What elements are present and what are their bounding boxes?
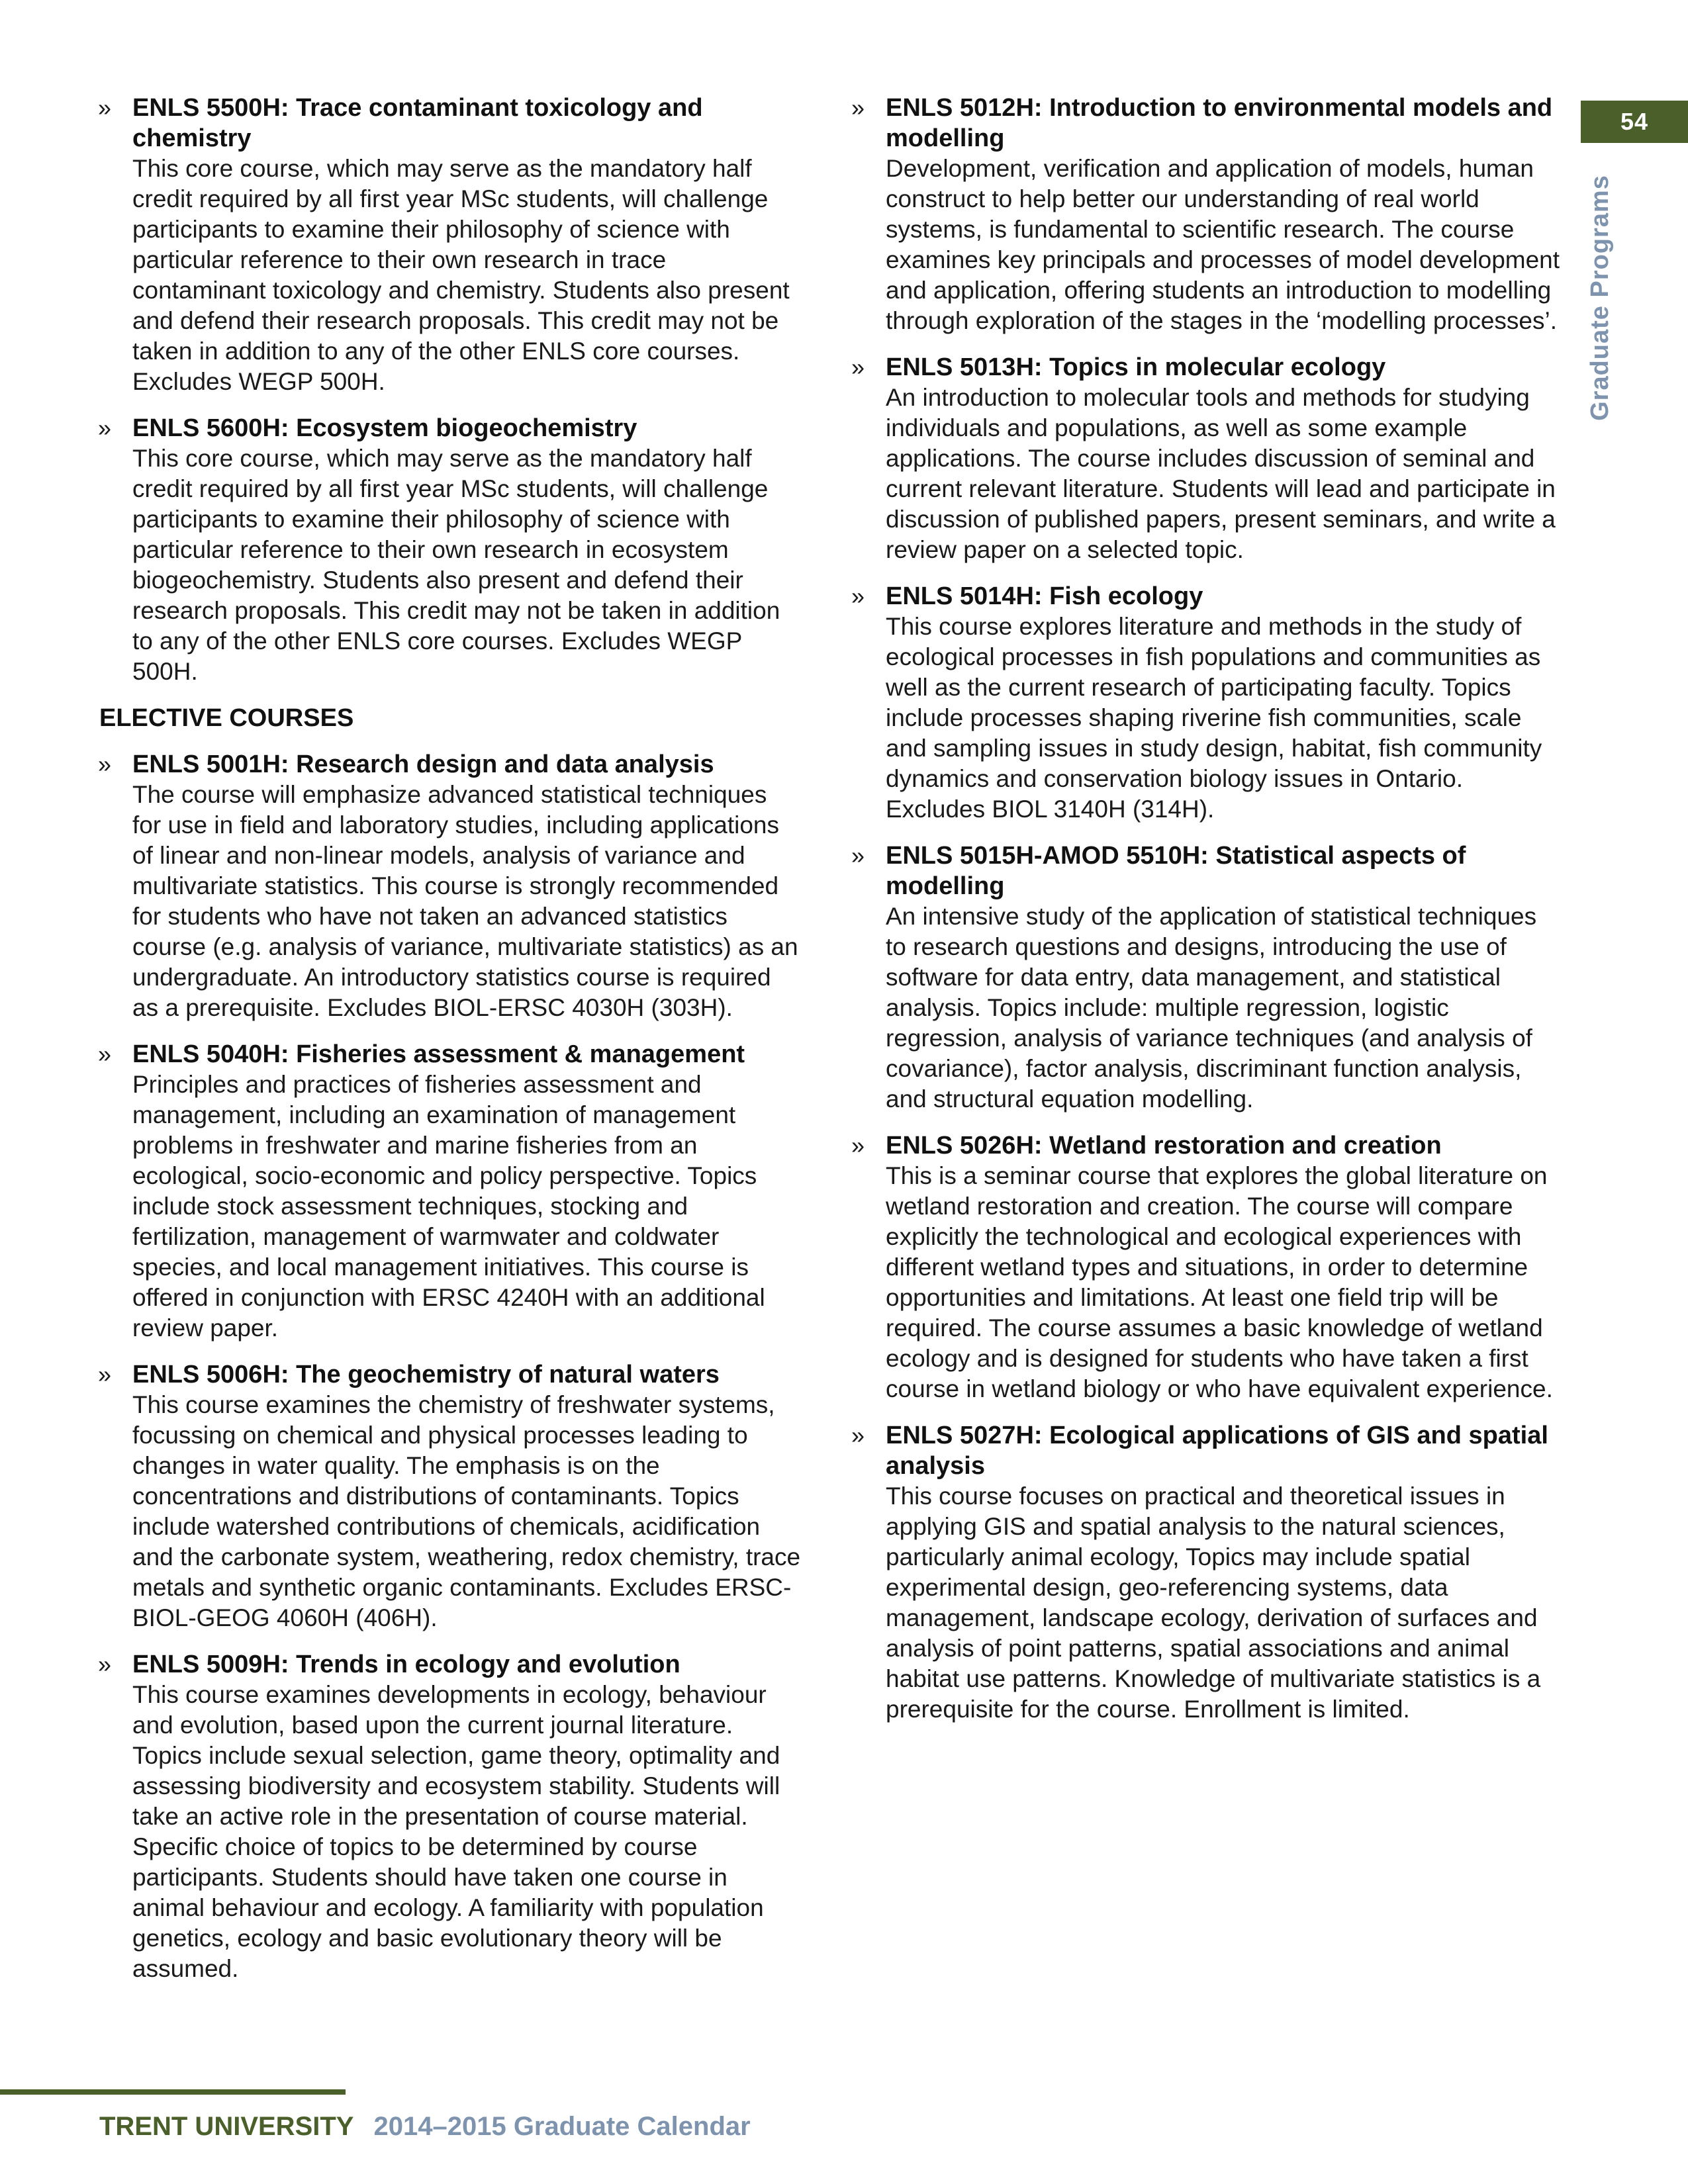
left-column	[93, 93, 801, 2000]
footer-calendar: 2014–2015 Graduate Calendar	[373, 2112, 751, 2141]
course-title: ENLS 5600H: Ecosystem biogeochemistry	[132, 414, 637, 442]
right-column	[846, 93, 1561, 1741]
course-title: ENLS 5026H: Wetland restoration and creation	[886, 1132, 1442, 1160]
bullet-marker: »	[851, 353, 865, 381]
course-title: ENLS 5014H: Fish ecology	[886, 582, 1203, 610]
bullet-marker: »	[98, 1651, 112, 1678]
bullet-marker: »	[98, 414, 112, 441]
side-label-container	[1577, 159, 1623, 437]
bullet-marker: »	[851, 842, 865, 869]
side-label: Graduate Programs	[1586, 175, 1614, 421]
course-description: This core course, which may serve as the mandatory half credit required by all first year MSc students, will challenge participants to examine their philosophy of science with particular reference to their own research in trace contaminant toxicology and chemistry. Students also present and defend their research proposals. This credit may not be taken in addition to any of the other ENLS core courses. Excludes WEGP 500H.	[132, 155, 790, 395]
course-entry	[846, 841, 1561, 1115]
footer-rule	[0, 2089, 346, 2095]
course-title: ENLS 5013H: Topics in molecular ecology	[886, 353, 1386, 381]
course-title: ENLS 5015H-AMOD 5510H: Statistical aspects of modelling	[886, 842, 1466, 900]
bullet-marker: »	[98, 1040, 112, 1068]
bullet-marker: »	[851, 1422, 865, 1449]
course-entry	[93, 413, 801, 687]
bullet-marker: »	[98, 1361, 112, 1388]
bullet-marker: »	[851, 94, 865, 121]
course-description: Principles and practices of fisheries assessment and management, including an examination of management problems in freshwater and marine fisheries from an ecological, socio-economic and policy perspective. Topics include stock assessment techniques, stocking and fertilization, management of warmwater and coldwater species, and local management initiatives. This course is offered in conjunction with ERSC 4240H with an additional review paper.	[132, 1071, 765, 1342]
course-description: This course explores literature and methods in the study of ecological processes in fish populations and communities as well as the current research of participating faculty. Topics include processes shaping riverine fish communities, scale and sampling issues in study design, habitat, fish community dynamics and conservation biology issues in Ontario. Excludes BIOL 3140H (314H).	[886, 613, 1542, 823]
course-description: This course examines the chemistry of freshwater systems, focussing on chemical and physical processes leading to changes in water quality. The emphasis is on the concentrations and distributions of contaminants. Topics include watershed contributions of chemicals, acidification and the carbonate system, weathering, redox chemistry, trace metals and synthetic organic contaminants. Excludes ERSC-BIOL-GEOG 4060H (406H).	[132, 1391, 801, 1631]
course-description: Development, verification and application of models, human construct to help better our understanding of real world systems, is fundamental to scientific research. The course examines key principals and processes of model development and application, offering students an introduction to modelling through exploration of the stages in the ‘modelling processes’.	[886, 155, 1560, 334]
course-description: An introduction to molecular tools and methods for studying individuals and populations, as well as some example applications. The course includes discussion of seminal and current relevant literature. Students will lead and participate in discussion of published papers, present seminars, and write a review paper on a selected topic.	[886, 384, 1556, 563]
course-entry	[93, 1359, 801, 1633]
course-entry	[846, 581, 1561, 825]
course-title: ENLS 5012H: Introduction to environmental models and modelling	[886, 94, 1553, 152]
course-entry	[846, 1130, 1561, 1404]
course-entry	[93, 1039, 801, 1343]
elective-courses-heading: ELECTIVE COURSES	[99, 704, 354, 732]
course-description: This course focuses on practical and theoretical issues in applying GIS and spatial analysis to the natural sciences, particularly animal ecology, Topics may include spatial experimental design, geo-referencing systems, data management, landscape ecology, derivation of surfaces and analysis of point patterns, spatial associations and animal habitat use patterns. Knowledge of multivariate statistics is a prerequisite for the course. Enrollment is limited.	[886, 1482, 1541, 1723]
course-title: ENLS 5027H: Ecological applications of GIS and spatial analysis	[886, 1422, 1548, 1480]
course-entry	[93, 93, 801, 397]
bullet-marker: »	[851, 1132, 865, 1159]
course-entry	[93, 1649, 801, 1984]
course-title: ENLS 5006H: The geochemistry of natural waters	[132, 1361, 720, 1388]
course-entry	[846, 1420, 1561, 1725]
bullet-marker: »	[98, 751, 112, 778]
footer-university: TRENT UNIVERSITY	[99, 2112, 354, 2141]
course-title: ENLS 5009H: Trends in ecology and evolution	[132, 1651, 680, 1678]
course-description: This core course, which may serve as the mandatory half credit required by all first year MSc students, will challenge participants to examine their philosophy of science with particular reference to their own research in ecosystem biogeochemistry. Students also present and defend their research proposals. This credit may not be taken in addition to any of the other ENLS core courses. Excludes WEGP 500H.	[132, 445, 780, 685]
page-number: 54	[1581, 101, 1688, 143]
course-title: ENLS 5040H: Fisheries assessment & management	[132, 1040, 745, 1068]
course-description: An intensive study of the application of statistical techniques to research questions and designs, introducing the use of software for data entry, data management, and statistical analysis. Topics include: multiple regression, logistic regression, analysis of variance techniques (and analysis of covariance), factor analysis, discriminant function analysis, and structural equation modelling.	[886, 903, 1537, 1113]
course-description: This is a seminar course that explores the global literature on wetland restoration and creation. The course will compare explicitly the technological and ecological experiences with different wetland types and situations, in order to determine opportunities and limitations. At least one field trip will be required. The course assumes a basic knowledge of wetland ecology and is designed for students who have taken a first course in wetland biology or who have equivalent experience.	[886, 1162, 1553, 1402]
course-title: ENLS 5500H: Trace contaminant toxicology and chemistry	[132, 94, 703, 152]
page-footer	[99, 2110, 751, 2143]
course-entry	[846, 352, 1561, 565]
bullet-marker: »	[851, 582, 865, 610]
course-title: ENLS 5001H: Research design and data analysis	[132, 751, 714, 778]
course-entry	[846, 93, 1561, 336]
bullet-marker: »	[98, 94, 112, 121]
course-description: The course will emphasize advanced statistical techniques for use in field and laboratory studies, including applications of linear and non-linear models, analysis of variance and multivariate statistics. This course is strongly recommended for students who have not taken an advanced statistics course (e.g. analysis of variance, multivariate statistics) as an undergraduate. An introductory statistics course is required as a prerequisite. Excludes BIOL-ERSC 4030H (303H).	[132, 781, 798, 1021]
course-description: This course examines developments in ecology, behaviour and evolution, based upon the current journal literature. Topics include sexual selection, game theory, optimality and assessing biodiversity and ecosystem stability. Students will take an active role in the presentation of course material. Specific choice of topics to be determined by course participants. Students should have taken one course in animal behaviour and ecology. A familiarity with population genetics, ecology and basic evolutionary theory will be assumed.	[132, 1681, 780, 1982]
course-entry	[93, 749, 801, 1023]
